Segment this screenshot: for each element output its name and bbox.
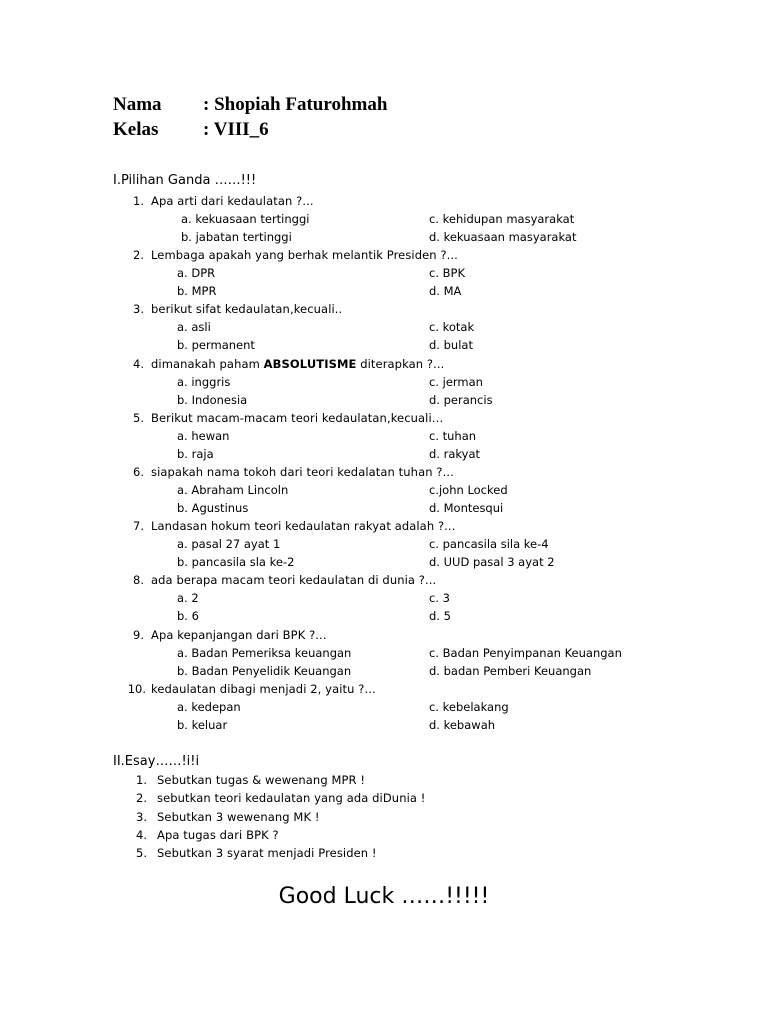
section-essay-title: II.Esay……!i!i xyxy=(113,754,200,769)
question-number: 7. xyxy=(133,519,144,534)
question-text-part: kedaulatan dibagi menjadi 2, yaitu ?... xyxy=(151,681,376,696)
option-d: d. rakyat xyxy=(429,446,480,461)
question-keyword: ABSOLUTISME xyxy=(263,356,357,371)
option-a: a. hewan xyxy=(177,428,230,443)
essay-number: 5. xyxy=(136,846,147,861)
option-c: c. jerman xyxy=(429,374,483,389)
question-text-part: Berikut macam-macam teori kedaulatan,kecuali… xyxy=(151,410,444,425)
option-d: d. kebawah xyxy=(429,717,496,732)
option-b: b. keluar xyxy=(177,717,228,732)
option-d: d. bulat xyxy=(429,338,473,353)
option-c: c. 3 xyxy=(429,591,450,606)
question-text-part: Landasan hokum teori kedaulatan rakyat adalah ?... xyxy=(151,519,456,534)
question-number: 4. xyxy=(133,356,144,371)
question-text-part: Apa kepanjangan dari BPK ?... xyxy=(151,627,327,642)
option-c: c. BPK xyxy=(429,266,465,281)
essay-number: 3. xyxy=(136,809,147,824)
option-c: c. kotak xyxy=(429,320,475,335)
question-number: 3. xyxy=(133,302,144,317)
option-d: d. UUD pasal 3 ayat 2 xyxy=(429,555,555,570)
option-b: b. permanent xyxy=(177,338,255,353)
option-b: b. MPR xyxy=(177,284,217,299)
question-text-part: dimanakah paham xyxy=(151,356,264,371)
question-text xyxy=(151,357,444,371)
question-text xyxy=(151,519,455,533)
question-text-part: siapakah nama tokoh dari teori kedalatan tuhan ?... xyxy=(151,465,454,479)
option-b: b. 6 xyxy=(177,609,199,624)
option-b: b. jabatan tertinggi xyxy=(181,230,292,244)
option-d: d. badan Pemberi Keuangan xyxy=(429,663,592,678)
essay-number: 2. xyxy=(136,791,147,806)
name-label: Nama xyxy=(113,94,162,115)
question-text xyxy=(151,573,436,587)
question-text-part: berikut sifat kedaulatan,kecuali.. xyxy=(151,302,343,317)
essay-question: Sebutkan 3 syarat menjadi Presiden ! xyxy=(157,846,377,861)
essay-question: Sebutkan tugas & wewenang MPR ! xyxy=(157,773,366,787)
option-b: b. pancasila sla ke-2 xyxy=(177,555,295,570)
option-c: c. tuhan xyxy=(429,428,477,443)
essay-question: sebutkan teori kedaulatan yang ada diDunia ! xyxy=(157,791,426,806)
question-text-part: Apa arti dari kedaulatan ?... xyxy=(151,194,314,208)
option-a: a. 2 xyxy=(177,591,199,606)
essay-number: 1. xyxy=(136,773,147,787)
essay-question: Apa tugas dari BPK ? xyxy=(157,827,279,842)
option-c: c. pancasila sila ke-4 xyxy=(429,537,549,552)
option-b: b. Badan Penyelidik Keuangan xyxy=(177,663,352,678)
option-c: c.john Locked xyxy=(429,483,508,497)
option-b: b. Agustinus xyxy=(177,501,249,515)
name-value: : Shopiah Faturohmah xyxy=(203,94,388,115)
name-line xyxy=(113,94,387,116)
question-number: 9. xyxy=(133,627,144,642)
question-number: 5. xyxy=(133,410,144,425)
option-d: d. kekuasaan masyarakat xyxy=(429,230,577,244)
class-line xyxy=(113,119,269,141)
option-a: a. Abraham Lincoln xyxy=(177,483,289,497)
option-a: a. kekuasaan tertinggi xyxy=(181,212,310,226)
option-d: d. 5 xyxy=(429,609,451,624)
question-text xyxy=(151,302,342,316)
question-text-part: Lembaga apakah yang berhak melantik Presiden ?... xyxy=(151,248,458,263)
essay-question: Sebutkan 3 wewenang MK ! xyxy=(157,809,320,824)
option-d: d. MA xyxy=(429,284,462,299)
question-text xyxy=(151,465,454,479)
question-text-part: ada berapa macam teori kedaulatan di dunia ?... xyxy=(151,573,437,588)
section-multiple-choice-title: I.Pilihan Ganda ……!!! xyxy=(113,173,257,188)
option-b: b. Indonesia xyxy=(177,392,248,407)
question-number: 2. xyxy=(133,248,144,263)
question-text xyxy=(151,411,443,425)
option-c: c. kebelakang xyxy=(429,699,509,714)
option-d: d. perancis xyxy=(429,392,493,407)
question-text xyxy=(151,248,458,262)
question-text-part: diterapkan ?... xyxy=(356,356,445,371)
question-text xyxy=(151,628,327,642)
option-a: a. inggris xyxy=(177,374,231,389)
question-number: 1. xyxy=(133,194,144,208)
question-text xyxy=(151,682,376,696)
essay-number: 4. xyxy=(136,827,147,842)
option-a: a. DPR xyxy=(177,266,216,281)
option-a: a. Badan Pemeriksa keuangan xyxy=(177,645,352,660)
option-a: a. pasal 27 ayat 1 xyxy=(177,537,281,552)
question-number: 8. xyxy=(133,573,144,588)
option-a: a. kedepan xyxy=(177,699,241,714)
option-b: b. raja xyxy=(177,446,214,461)
option-d: d. Montesqui xyxy=(429,501,504,515)
question-number: 10. xyxy=(127,681,146,696)
option-c: c. kehidupan masyarakat xyxy=(429,212,575,226)
option-a: a. asli xyxy=(177,320,211,335)
option-c: c. Badan Penyimpanan Keuangan xyxy=(429,645,622,660)
class-value: : VIII_6 xyxy=(203,119,269,140)
question-number: 6. xyxy=(133,465,144,479)
question-text xyxy=(151,194,314,208)
class-label: Kelas xyxy=(113,119,159,140)
good-luck-text: Good Luck ……!!!!! xyxy=(278,884,490,909)
